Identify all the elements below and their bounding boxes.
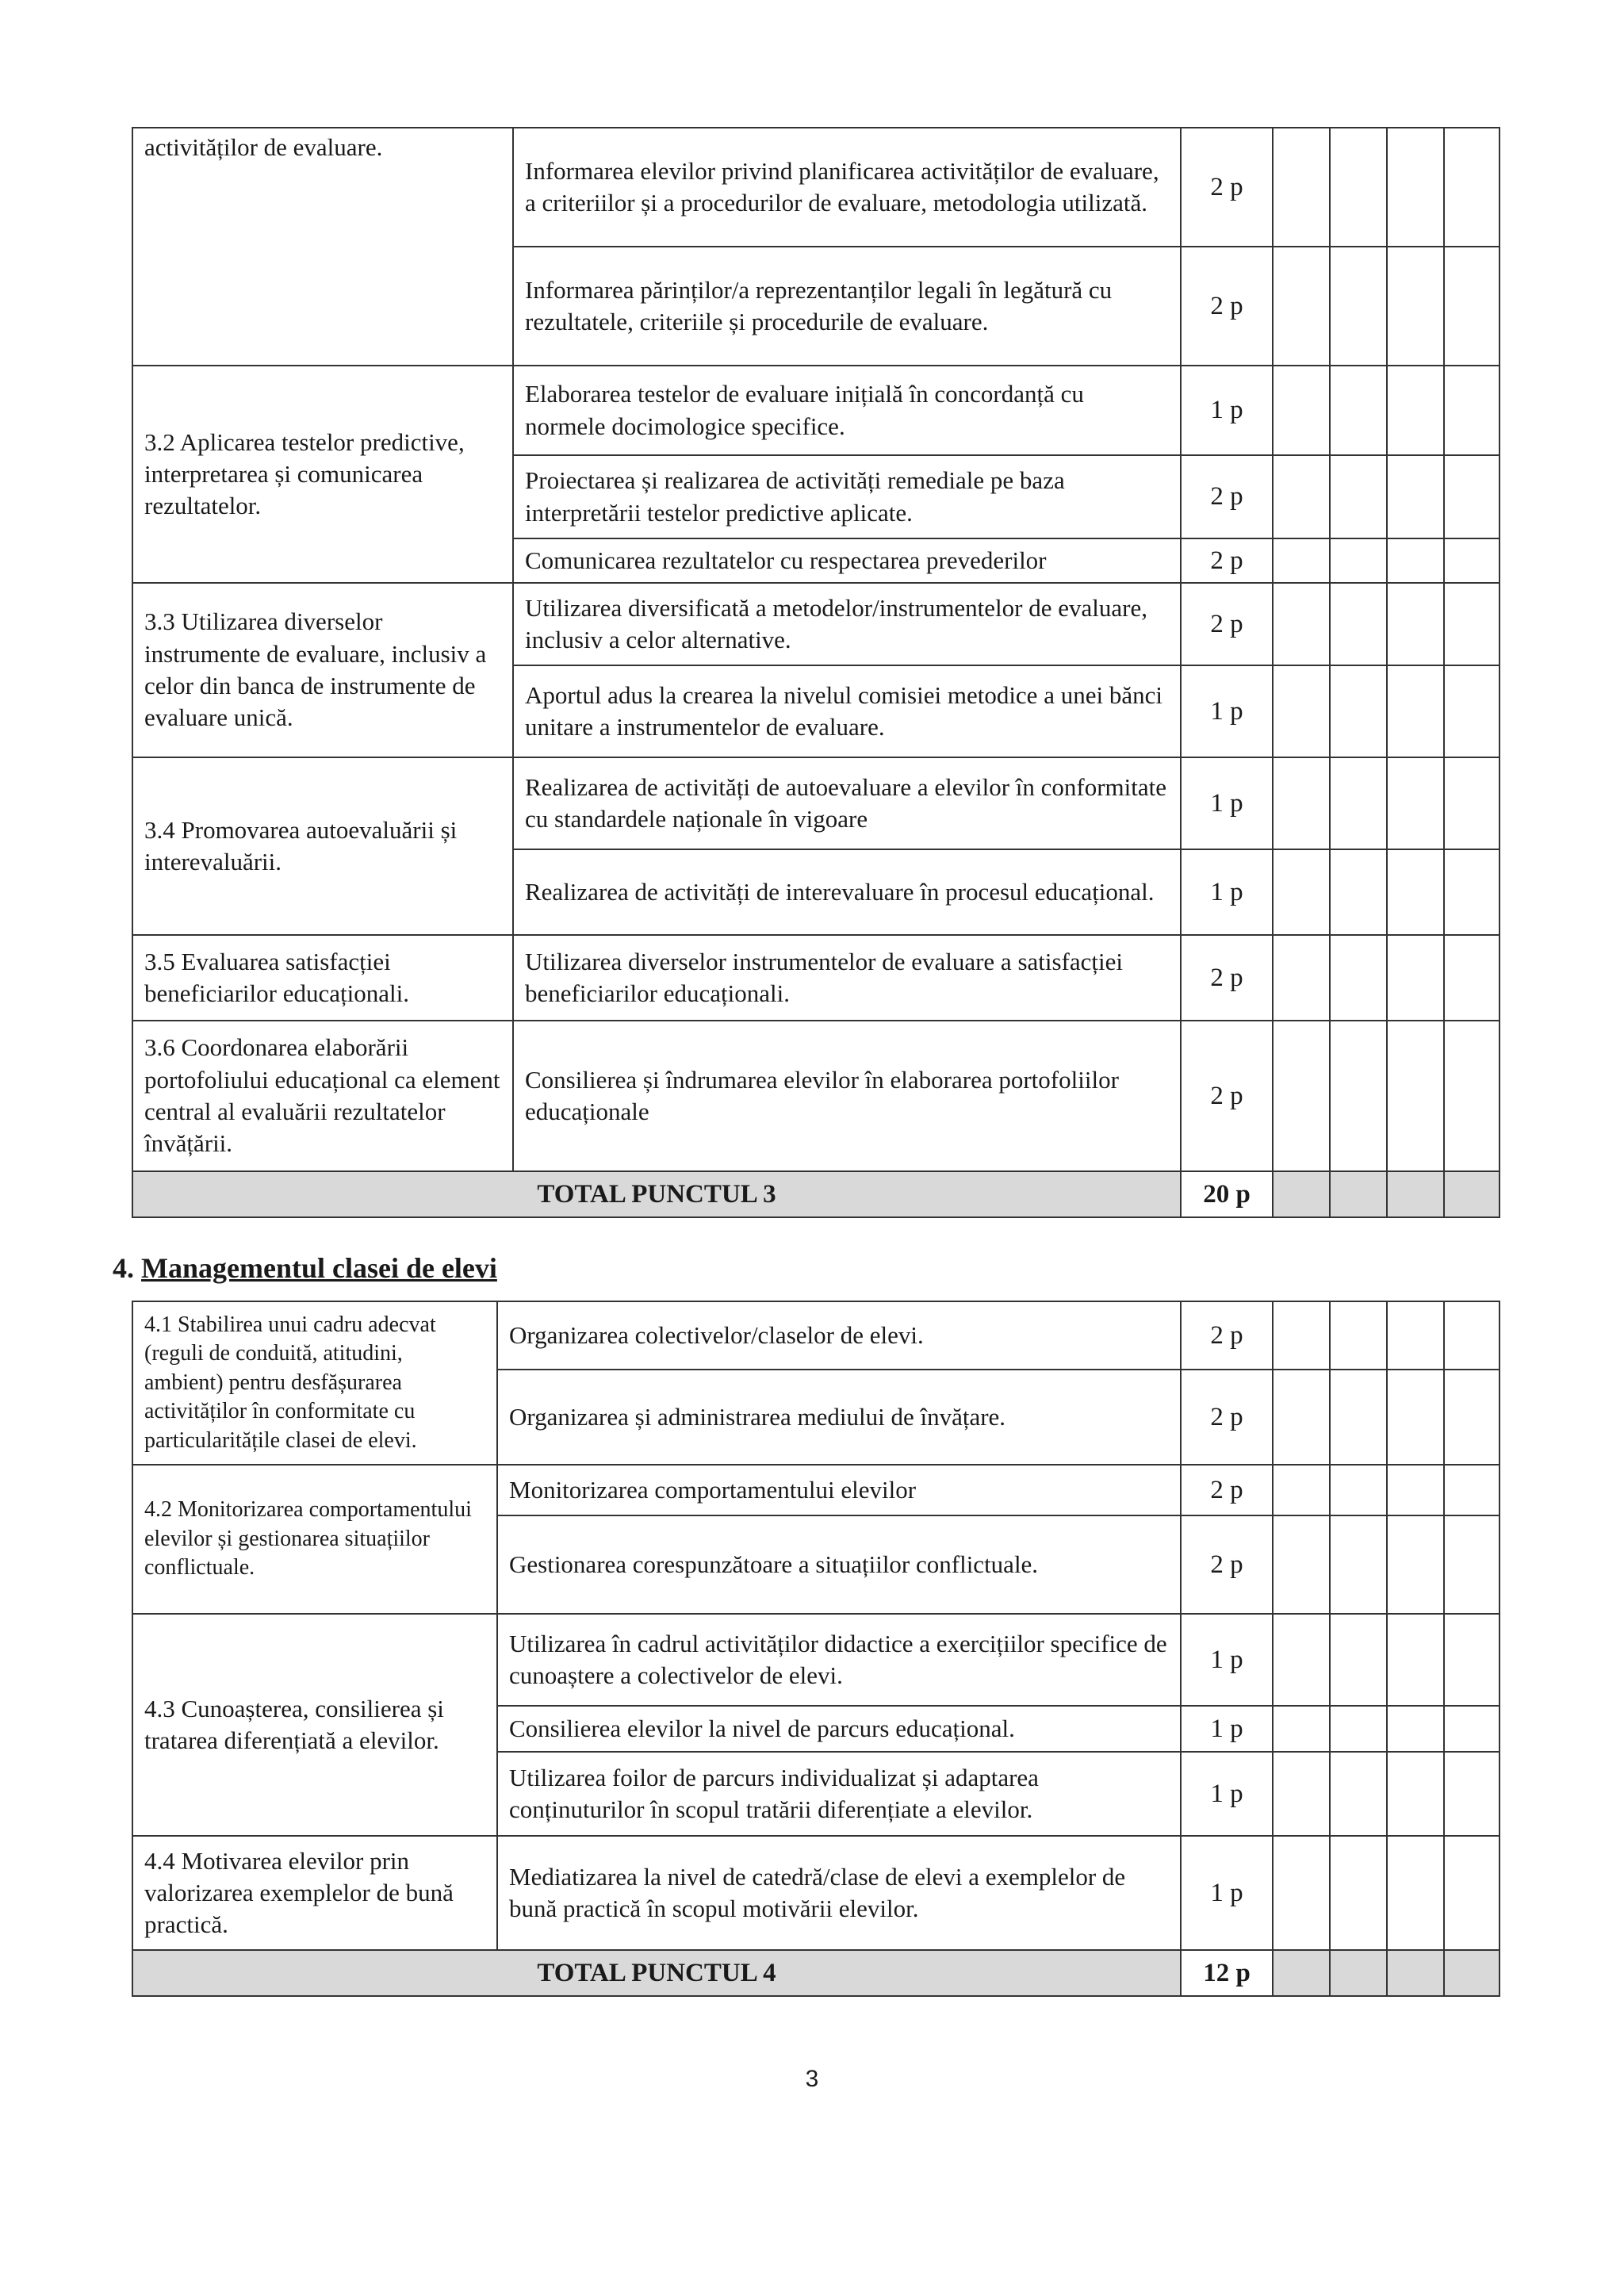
- score-cell[interactable]: [1330, 1950, 1387, 1996]
- score-cell[interactable]: [1444, 1614, 1500, 1706]
- total-label: TOTAL PUNCTUL 4: [132, 1950, 1181, 1996]
- indicator-cell: Informarea elevilor privind planificarea activităților de evaluare, a criteriilor și a procedurilor de evaluare, metodologia utilizată.: [513, 128, 1181, 247]
- table-row: [132, 1836, 1500, 1950]
- criterion-cell: activităților de evaluare.: [132, 128, 513, 366]
- score-cell[interactable]: [1273, 455, 1330, 538]
- points-cell: 1 p: [1181, 665, 1273, 757]
- score-cell[interactable]: [1273, 935, 1330, 1021]
- score-cell[interactable]: [1330, 1370, 1387, 1465]
- score-cell[interactable]: [1444, 538, 1500, 583]
- score-cell[interactable]: [1273, 849, 1330, 935]
- points-cell: 2 p: [1181, 1515, 1273, 1614]
- score-cell[interactable]: [1273, 1021, 1330, 1171]
- score-cell[interactable]: [1273, 1370, 1330, 1465]
- table-row: [132, 1465, 1500, 1515]
- points-cell: 1 p: [1181, 1614, 1273, 1706]
- score-cell[interactable]: [1273, 583, 1330, 665]
- score-cell[interactable]: [1387, 1515, 1444, 1614]
- points-cell: 1 p: [1181, 366, 1273, 455]
- score-cell[interactable]: [1330, 366, 1387, 455]
- score-cell[interactable]: [1330, 849, 1387, 935]
- score-cell[interactable]: [1444, 366, 1500, 455]
- indicator-cell: Utilizarea foilor de parcurs individualizat și adaptarea conținuturilor în scopul tratării diferențiate a elevilor.: [497, 1752, 1181, 1836]
- score-cell[interactable]: [1330, 935, 1387, 1021]
- points-cell: 1 p: [1181, 849, 1273, 935]
- points-cell: 2 p: [1181, 935, 1273, 1021]
- points-cell: 1 p: [1181, 1836, 1273, 1950]
- score-cell[interactable]: [1273, 128, 1330, 247]
- criterion-cell: 4.2 Monitorizarea comportamentului elevilor și gestionarea situațiilor conflictuale.: [132, 1465, 497, 1614]
- section-number: 4.: [113, 1252, 134, 1284]
- score-cell[interactable]: [1444, 128, 1500, 247]
- page-number: 3: [805, 2066, 819, 2092]
- criterion-cell: 3.2 Aplicarea testelor predictive, interpretarea și comunicarea rezultatelor.: [132, 366, 513, 583]
- score-cell[interactable]: [1273, 1836, 1330, 1950]
- table-row: [132, 1021, 1500, 1171]
- points-cell: 1 p: [1181, 1706, 1273, 1752]
- indicator-cell: Organizarea și administrarea mediului de învățare.: [497, 1370, 1181, 1465]
- score-cell[interactable]: [1387, 455, 1444, 538]
- table-row: [132, 935, 1500, 1021]
- score-cell[interactable]: [1387, 935, 1444, 1021]
- score-cell[interactable]: [1330, 1706, 1387, 1752]
- score-cell[interactable]: [1387, 247, 1444, 366]
- score-cell[interactable]: [1444, 1706, 1500, 1752]
- score-cell[interactable]: [1387, 1614, 1444, 1706]
- score-cell[interactable]: [1273, 1752, 1330, 1836]
- score-cell[interactable]: [1273, 1171, 1330, 1217]
- indicator-cell: Utilizarea în cadrul activităților didactice a exercițiilor specifice de cunoaștere a colectivelor de elevi.: [497, 1614, 1181, 1706]
- total-row: [132, 1171, 1500, 1217]
- points-cell: 2 p: [1181, 455, 1273, 538]
- score-cell[interactable]: [1444, 1515, 1500, 1614]
- score-cell[interactable]: [1387, 538, 1444, 583]
- criterion-cell: 3.3 Utilizarea diverselor instrumente de evaluare, inclusiv a celor din banca de instrumente de evaluare unică.: [132, 583, 513, 757]
- score-cell[interactable]: [1273, 1614, 1330, 1706]
- indicator-cell: Utilizarea diversificată a metodelor/instrumentelor de evaluare, inclusiv a celor alternative.: [513, 583, 1181, 665]
- indicator-cell: Consilierea elevilor la nivel de parcurs educațional.: [497, 1706, 1181, 1752]
- score-cell[interactable]: [1330, 1515, 1387, 1614]
- points-cell: 2 p: [1181, 247, 1273, 366]
- total-points: 12 p: [1181, 1950, 1273, 1996]
- table-row: [132, 366, 1500, 455]
- score-cell[interactable]: [1444, 1171, 1500, 1217]
- section4-table: [132, 1301, 1500, 1997]
- points-cell: 2 p: [1181, 1301, 1273, 1370]
- points-cell: 2 p: [1181, 1465, 1273, 1515]
- points-cell: 2 p: [1181, 1021, 1273, 1171]
- criterion-cell: 4.3 Cunoașterea, consilierea și tratarea diferențiată a elevilor.: [132, 1614, 497, 1836]
- score-cell[interactable]: [1444, 1752, 1500, 1836]
- section-title-text: Managementul clasei de elevi: [141, 1252, 497, 1284]
- criterion-cell: 3.5 Evaluarea satisfacției beneficiarilor educaționali.: [132, 935, 513, 1021]
- score-cell[interactable]: [1387, 1836, 1444, 1950]
- score-cell[interactable]: [1444, 247, 1500, 366]
- score-cell[interactable]: [1444, 455, 1500, 538]
- score-cell[interactable]: [1330, 1465, 1387, 1515]
- score-cell[interactable]: [1387, 1171, 1444, 1217]
- score-cell[interactable]: [1387, 1752, 1444, 1836]
- score-cell[interactable]: [1273, 1301, 1330, 1370]
- section3-table: [132, 127, 1500, 1218]
- score-cell[interactable]: [1444, 935, 1500, 1021]
- points-cell: 2 p: [1181, 538, 1273, 583]
- indicator-cell: Realizarea de activități de autoevaluare a elevilor în conformitate cu standardele naționale în vigoare: [513, 757, 1181, 849]
- total-label: TOTAL PUNCTUL 3: [132, 1171, 1181, 1217]
- score-cell[interactable]: [1273, 366, 1330, 455]
- indicator-cell: Comunicarea rezultatelor cu respectarea prevederilor: [513, 538, 1181, 583]
- score-cell[interactable]: [1273, 665, 1330, 757]
- points-cell: 2 p: [1181, 1370, 1273, 1465]
- score-cell[interactable]: [1330, 1752, 1387, 1836]
- score-cell[interactable]: [1387, 1021, 1444, 1171]
- score-cell[interactable]: [1330, 583, 1387, 665]
- criterion-cell: 3.4 Promovarea autoevaluării și interevaluării.: [132, 757, 513, 935]
- score-cell[interactable]: [1330, 1614, 1387, 1706]
- score-cell[interactable]: [1444, 1465, 1500, 1515]
- score-cell[interactable]: [1387, 1370, 1444, 1465]
- score-cell[interactable]: [1273, 247, 1330, 366]
- score-cell[interactable]: [1387, 1465, 1444, 1515]
- score-cell[interactable]: [1444, 583, 1500, 665]
- score-cell[interactable]: [1387, 1301, 1444, 1370]
- indicator-cell: Elaborarea testelor de evaluare inițială în concordanță cu normele docimologice specifice.: [513, 366, 1181, 455]
- table-row: [132, 757, 1500, 849]
- score-cell[interactable]: [1387, 665, 1444, 757]
- points-cell: 2 p: [1181, 583, 1273, 665]
- score-cell[interactable]: [1273, 1465, 1330, 1515]
- score-cell[interactable]: [1444, 1301, 1500, 1370]
- score-cell[interactable]: [1387, 757, 1444, 849]
- score-cell[interactable]: [1330, 455, 1387, 538]
- section-title: [113, 1251, 497, 1285]
- score-cell[interactable]: [1330, 757, 1387, 849]
- criterion-cell: 4.1 Stabilirea unui cadru adecvat (reguli de conduită, atitudini, ambient) pentru desfășurarea activităților în conformitate cu particularitățile clasei de elevi.: [132, 1301, 497, 1465]
- criterion-cell: 3.6 Coordonarea elaborării portofoliului educațional ca element central al evaluării rezultatelor învățării.: [132, 1021, 513, 1171]
- table-row: [132, 128, 1500, 247]
- score-cell[interactable]: [1330, 247, 1387, 366]
- score-cell[interactable]: [1444, 1370, 1500, 1465]
- score-cell[interactable]: [1330, 1171, 1387, 1217]
- score-cell[interactable]: [1387, 583, 1444, 665]
- table-row: [132, 583, 1500, 665]
- score-cell[interactable]: [1444, 665, 1500, 757]
- score-cell[interactable]: [1330, 665, 1387, 757]
- score-cell[interactable]: [1444, 1021, 1500, 1171]
- score-cell[interactable]: [1273, 1950, 1330, 1996]
- indicator-cell: Utilizarea diverselor instrumentelor de evaluare a satisfacției beneficiarilor educaționali.: [513, 935, 1181, 1021]
- score-cell[interactable]: [1273, 1515, 1330, 1614]
- total-row: [132, 1950, 1500, 1996]
- score-cell[interactable]: [1330, 128, 1387, 247]
- points-cell: 2 p: [1181, 128, 1273, 247]
- score-cell[interactable]: [1273, 538, 1330, 583]
- points-cell: 1 p: [1181, 757, 1273, 849]
- score-cell[interactable]: [1273, 1706, 1330, 1752]
- indicator-cell: Aportul adus la crearea la nivelul comisiei metodice a unei bănci unitare a instrumentelor de evaluare.: [513, 665, 1181, 757]
- indicator-cell: Gestionarea corespunzătoare a situațiilor conflictuale.: [497, 1515, 1181, 1614]
- score-cell[interactable]: [1387, 1950, 1444, 1996]
- indicator-cell: Informarea părinților/a reprezentanților legali în legătură cu rezultatele, criteriile și procedurile de evaluare.: [513, 247, 1181, 366]
- score-cell[interactable]: [1387, 1706, 1444, 1752]
- total-points: 20 p: [1181, 1171, 1273, 1217]
- score-cell[interactable]: [1330, 1301, 1387, 1370]
- criterion-cell: 4.4 Motivarea elevilor prin valorizarea exemplelor de bună practică.: [132, 1836, 497, 1950]
- score-cell[interactable]: [1444, 757, 1500, 849]
- table-row: [132, 1614, 1500, 1706]
- score-cell[interactable]: [1444, 1950, 1500, 1996]
- score-cell[interactable]: [1444, 1836, 1500, 1950]
- indicator-cell: Organizarea colectivelor/claselor de elevi.: [497, 1301, 1181, 1370]
- indicator-cell: Proiectarea și realizarea de activități remediale pe baza interpretării testelor predictive aplicate.: [513, 455, 1181, 538]
- score-cell[interactable]: [1387, 366, 1444, 455]
- score-cell[interactable]: [1444, 849, 1500, 935]
- table-row: [132, 1301, 1500, 1370]
- indicator-cell: Monitorizarea comportamentului elevilor: [497, 1465, 1181, 1515]
- score-cell[interactable]: [1330, 1836, 1387, 1950]
- score-cell[interactable]: [1387, 128, 1444, 247]
- indicator-cell: Realizarea de activități de interevaluare în procesul educațional.: [513, 849, 1181, 935]
- score-cell[interactable]: [1387, 849, 1444, 935]
- score-cell[interactable]: [1330, 538, 1387, 583]
- indicator-cell: Consilierea și îndrumarea elevilor în elaborarea portofoliilor educaționale: [513, 1021, 1181, 1171]
- points-cell: 1 p: [1181, 1752, 1273, 1836]
- indicator-cell: Mediatizarea la nivel de catedră/clase de elevi a exemplelor de bună practică în scopul motivării elevilor.: [497, 1836, 1181, 1950]
- score-cell[interactable]: [1330, 1021, 1387, 1171]
- score-cell[interactable]: [1273, 757, 1330, 849]
